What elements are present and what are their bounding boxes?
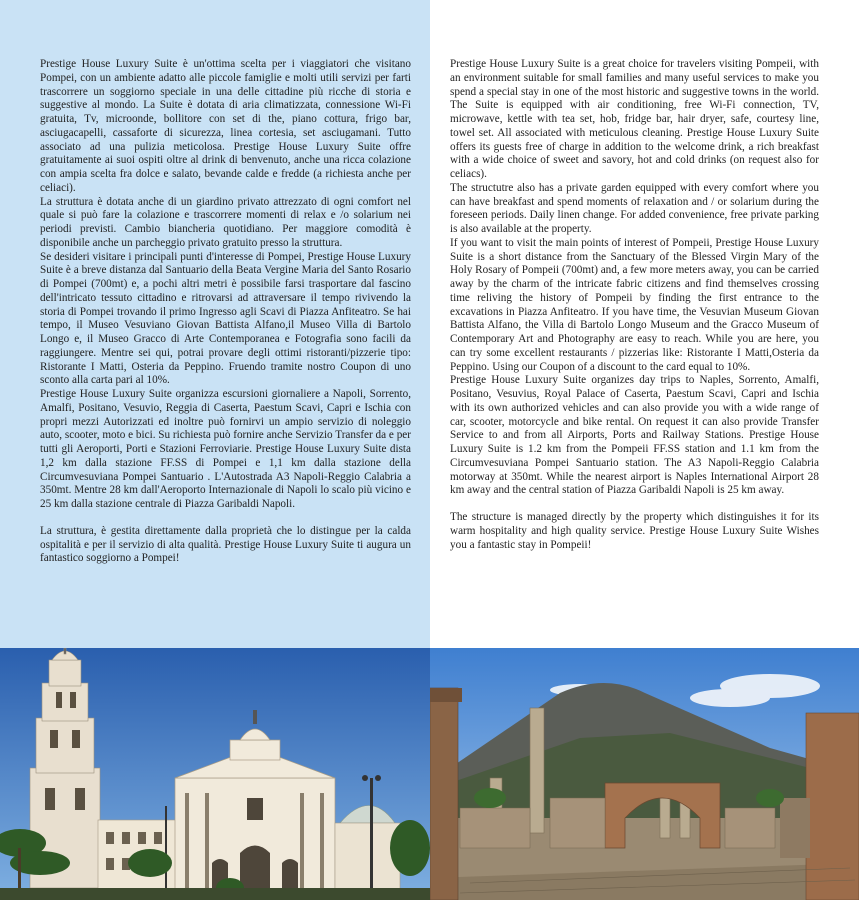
italian-paragraph: La struttura è dotata anche di un giardino privato attrezzato di ogni comfort nel quale si può fare la colazione e trascorrere momenti di relax e /o solarium nei periodi previsti. Cambio biancheria quotidiano. Per maggiore comodità è disponibile anche un parcheggio privato gratuito presso la struttura. [40, 195, 411, 249]
italian-paragraph: Prestige House Luxury Suite organizza escursioni giornaliere a Napoli, Sorrento, Amalfi, Positano, Vesuvio, Reggia di Caserta, Paestum Scavi, Capri e Ischia con propri mezzi Autorizzati ed inoltre può fornirvi un ampio servizio di noleggio auto, scooter, moto e bici. Su richiesta può fornire anche Servizio Transfer da e per tutti gli Aeroporti, Porti e Stazioni Ferroviarie. Prestige House Luxury Suite dista 1,2 km dalla stazione FF.SS di Pompei e 1,1 km dalla stazione della Circumvesuviana Pompei Santuario . L'Autostrada A3 Napoli-Reggio Calabria a 350mt. Mentre 28 km dall'Aeroporto Internazionale di Napoli lo scalo più vicino e 25 km dalla stazione centrale di Piazza Garibaldi Napoli. [40, 388, 411, 510]
italian-paragraph: Prestige House Luxury Suite è un'ottima scelta per i viaggiatori che visitano Pompei, con un ambiente adatto alle piccole famiglie e molti utili servizi per farti trascorrere un soggiorno speciale in una delle cittadine più ricche di storia e suggestive al mondo. La Suite è dotata di aria climatizzata, connessione Wi-Fi gratuita, Tv, microonde, bollitore con set di the, piano cottura, frigo bar, asciugacapelli, cassaforte di sicurezza, linea cortesia, set asciugamani. Tutto associato ad una pulizia meticolosa. Prestige House Luxury Suite offre gratuitamente ai suoi ospiti oltre al drink di benvenuto, anche una ricca colazione con ampia scelta fra dolce e salato, bevande calde e fredde (a richiesta anche per celiaci). [40, 58, 411, 194]
english-paragraph: Prestige House Luxury Suite organizes day trips to Naples, Sorrento, Amalfi, Positano, Vesuvius, Royal Palace of Caserta, Paestum Scavi, Capri and Ischia with its own authorized vehicles and can also provide you with a wide range of car, scooter, motorcycle and bike rental. On request it can also provide Transfer Service to and from all Airports, Ports and Railway Stations. Prestige House Luxury Suite is 1.2 km from the Pompeii FF.SS station and 1.1 km from the Circumvesuviana Pompei Santuario station. The A3 Napoli-Reggio Calabria motorway at 350mt. While the nearest airport is Naples International Airport 28 km away and the central station of Piazza Garibaldi Napoli is 25 km away. [450, 374, 819, 497]
english-description [450, 58, 819, 552]
english-paragraph: The structutre also has a private garden equipped with every comfort where you can have breakfast and spend moments of relaxation and / or solarium during the foreseen periods. Daily linen change. For added convenience, free private parking is also available at the property. [450, 181, 819, 235]
vesuvius-ruins-photo [430, 648, 859, 900]
english-closing-paragraph: The structure is managed directly by the property which distinguishes it for its warm hospitality and high quality service. Prestige House Luxury Suite Wishes you a fantastic stay in Pompeii! [450, 511, 819, 551]
sanctuary-illustration [0, 648, 430, 900]
vesuvius-illustration [430, 648, 859, 900]
italian-description [40, 58, 411, 566]
sanctuary-photo [0, 648, 430, 900]
italian-paragraph: Se desideri visitare i principali punti d'interesse di Pompei, Prestige House Luxury Suite è a breve distanza dal Santuario della Beata Vergine Maria del Santo Rosario di Pompei (700mt) e, a pochi altri metri è possibile farsi trasportare dal fascino dell'intricato tessuto cittadino e ritrovarsi ad attraversare il tempo rivivendo la storia di Pompei trovando il primo Ingresso agli Scavi di Piazza Anfiteatro. Se hai tempo, il Museo Vesuviano Giovan Battista Alfano,il Museo Villa di Bartolo Longo e, il Museo Gracco di Arte Contemporanea e Fotografia sono facili da raggiungere. Mentre sei qui, potrai provare degli ottimi ristoranti/pizzerie tipo: Ristorante I Matti, Osteria da Peppino. Fruendo tramite nostro Coupon di uno sconto alla carta pari al 10%. [40, 250, 411, 387]
english-paragraph: If you want to visit the main points of interest of Pompeii, Prestige House Luxury Suite is a short distance from the Sanctuary of the Blessed Virgin Mary of the Holy Rosary of Pompeii (700mt) and, a few more meters away, you can be carried away by the charm of the intricate fabric citizens and find themselves crossing time reliving the history of Pompeii by finding the first entrance to the excavations in Piazza Anfiteatro. If you have time, the Vesuvian Museum Giovan Battista Alfano, the Villa di Bartolo Longo Museum and the Gracco Museum of Contemporary Art and Photography are easy to reach. While you are here, you can try some excellent restaurants / pizzerias like: Ristorante I Matti,Osteria da Peppino. Using our Coupon of a discount to the card equal to 10%. [450, 236, 819, 373]
english-paragraph: Prestige House Luxury Suite is a great choice for travelers visiting Pompeii, with an environment suitable for small families and many useful services to make you spend a special stay in one of the most historic and suggestive towns in the world. The Suite is equipped with air conditioning, free Wi-Fi connection, TV, microwave, kettle with tea set, hob, fridge bar, hair dryer, safe, courtesy line, towel set. All associated with meticulous cleaning. Prestige House Luxury Suite offers its guests free of charge in addition to the welcome drink, a rich breakfast with a wide choice of sweet and savory, hot and cold drinks (on request also for celiacs). [450, 58, 819, 180]
italian-closing-paragraph: La struttura, è gestita direttamente dalla proprietà che lo distingue per la calda ospitalità e per il servizio di alta qualità. Prestige House Luxury Suite ti augura un fantastico soggiorno a Pompei! [40, 524, 411, 565]
brick-wall-right [806, 713, 859, 900]
brick-pillar-left [430, 688, 458, 900]
